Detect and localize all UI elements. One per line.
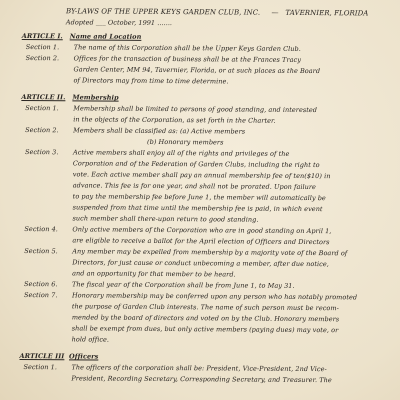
- section-text-line: suspended from that time until the membership fee is paid, in which event: [72, 203, 323, 214]
- section-text-line: Garden Center, MM 94, Tavernier, Florida, or at such places as the Board: [73, 65, 321, 76]
- section-number: Section 1.: [23, 363, 58, 372]
- section-text: Offices for the transaction of business shall be at the Frances Tracy: [73, 54, 301, 64]
- article-1-title: Name and Location: [69, 32, 142, 41]
- section-text-line: hold office.: [71, 335, 110, 344]
- section-text: The officers of the corporation shall be: President, Vice-President, 2nd Vice-: [71, 363, 327, 374]
- section-number: Section 1.: [25, 104, 59, 113]
- section-text: The name of this Corporation shall be the Upper Keys Garden Club.: [73, 43, 301, 53]
- document-title: BY-LAWS OF THE UPPER KEYS GARDEN CLUB, INC.: [65, 7, 261, 17]
- section-text: The fiscal year of the Corporation shall be from June 1, to May 31.: [72, 280, 295, 290]
- section-text-line: the purpose of Garden Club interests. The name of such person must be recom-: [71, 302, 339, 313]
- section-number: Section 3.: [24, 148, 59, 157]
- section-text-line: Directors, for just cause or conduct unbecoming a member, after due notice,: [72, 258, 329, 269]
- document-header: BY-LAWS OF THE UPPER KEYS GARDEN CLUB, INC. — TAVERNIER, FLORIDA: [65, 7, 369, 18]
- section-text-line: President, Recording Secretary, Corresponding Secretary, and Treasurer. The: [71, 374, 332, 385]
- section-number: Section 1.: [25, 43, 60, 52]
- section-text-line: of Directors may from time to time determine.: [73, 76, 229, 86]
- article-1-label: ARTICLE I.: [21, 31, 63, 41]
- bylaws-text: [19, 6, 400, 387]
- section-text-line: and an opportunity for that member to be heard.: [72, 269, 236, 279]
- section-number: Section 7.: [23, 291, 58, 300]
- section-number: Section 5.: [24, 247, 58, 256]
- section-text-line: in the objects of the Corporation, as set forth in the Charter.: [73, 115, 276, 125]
- section-text: Membership shall be limited to persons of good standing, and interested: [73, 104, 318, 115]
- section-text: Honorary membership may be conferred upon any person who has notably promoted: [71, 291, 358, 302]
- section-text-line: are eligible to receive a ballot for the April election of Officers and Directors: [72, 236, 330, 247]
- adopted-date: Adopted ___ October, 1991 .......: [65, 18, 173, 28]
- section-text-line: shall be exempt from dues, but only active members (paying dues) may vote, or: [71, 324, 339, 335]
- section-text: Any member may be expelled from membership by a majority vote of the Board of: [72, 247, 348, 258]
- article-3-label: ARTICLE III: [19, 351, 65, 361]
- section-number: Section 2.: [25, 54, 60, 63]
- section-text-line: advance. This fee is for one year, and shall not be prorated. Upon failure: [72, 181, 317, 192]
- section-text: Only active members of the Corporation who are in good standing on April 1,: [72, 225, 332, 236]
- section-number: Section 2.: [25, 126, 59, 135]
- section-text: Members shall be classified as: (a) Active members: [73, 126, 246, 136]
- section-text-line: vote. Each active member shall pay an annual membership fee of ten($10) in: [72, 170, 331, 181]
- section-number: Section 4.: [24, 225, 58, 234]
- section-text-line: Corporation and of the Federation of Garden Clubs, including the right to: [72, 159, 320, 170]
- article-3-title: Officers: [69, 352, 99, 361]
- section-text-line: mended by the board of directors and voted on by the Club. Honorary members: [71, 313, 340, 324]
- section-text-line: such member shall there-upon return to good standing.: [72, 214, 259, 224]
- section-text-line: (b) Honorary members: [147, 137, 224, 147]
- article-2-label: ARTICLE II.: [21, 92, 66, 102]
- section-text: Active members shall enjoy all of the rights and privileges of the: [72, 148, 290, 158]
- section-text-line: to pay the membership fee before June 1, the member will automatically be: [72, 192, 326, 203]
- document-location: TAVERNIER, FLORIDA: [285, 8, 369, 18]
- section-number: Section 6.: [24, 280, 58, 289]
- article-2-title: Membership: [72, 93, 119, 102]
